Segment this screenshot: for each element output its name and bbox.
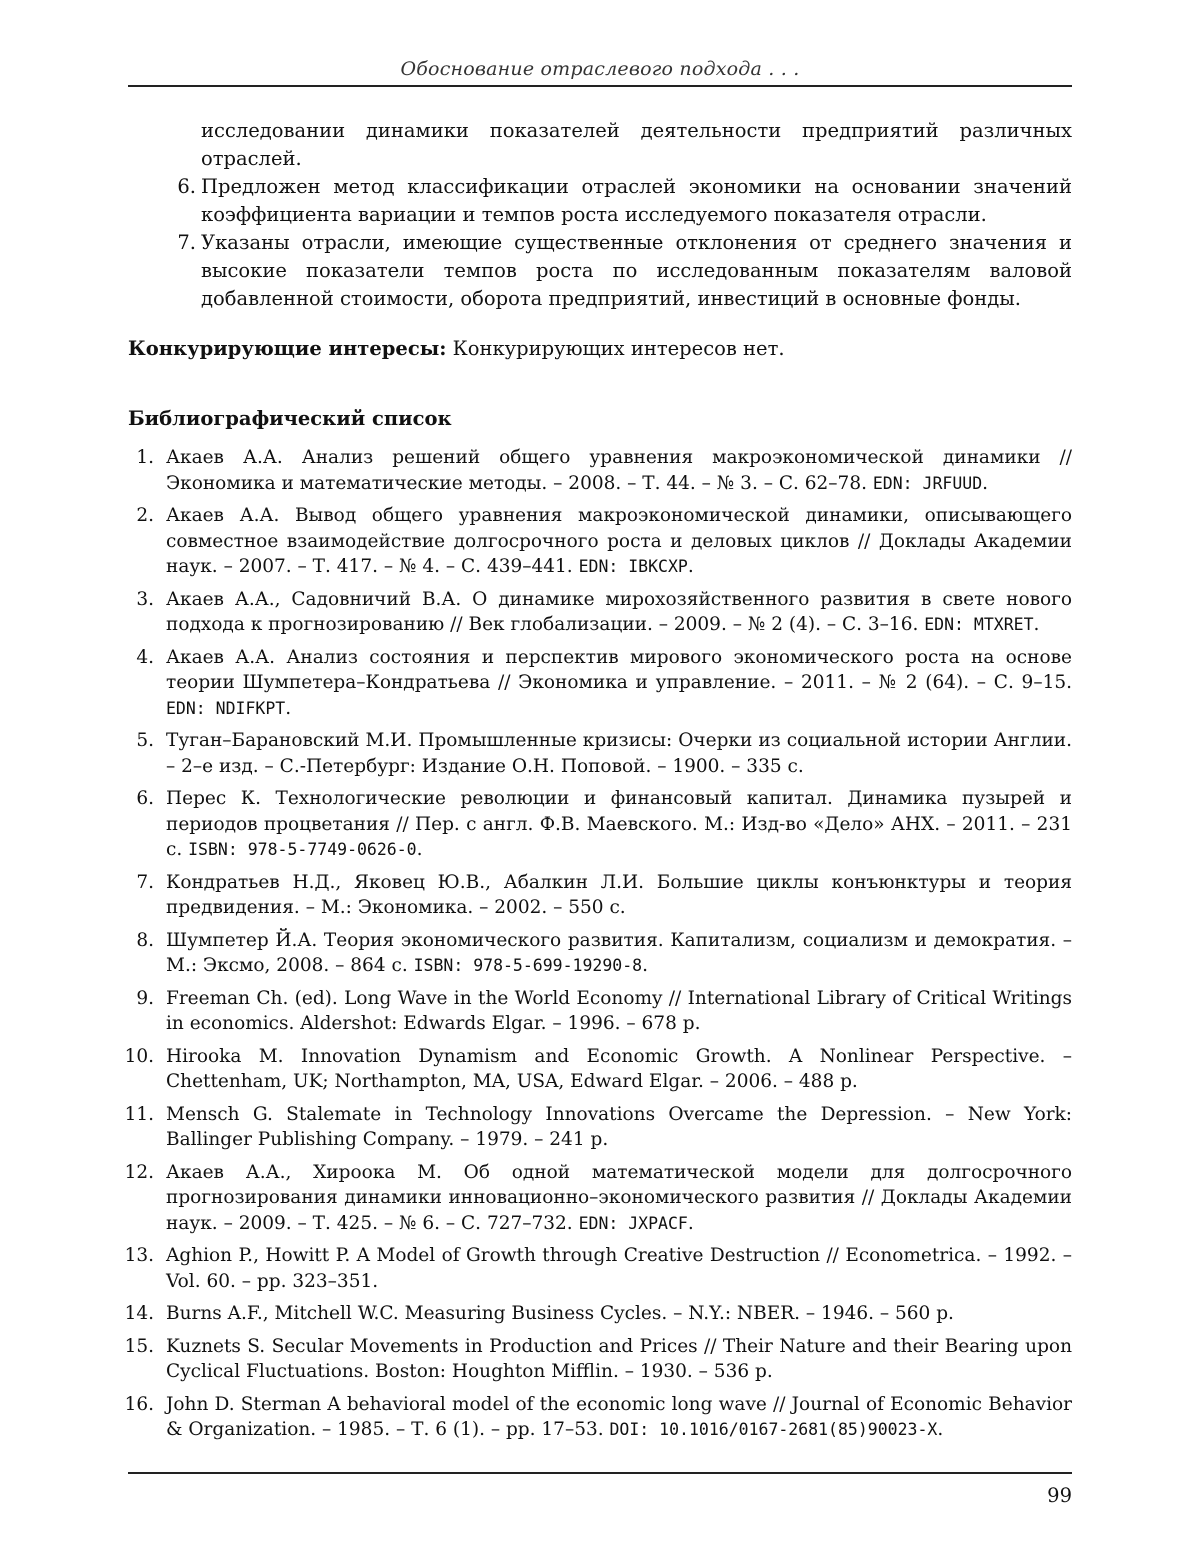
header-rule (128, 85, 1072, 87)
reference-item (124, 1044, 1072, 1095)
reference-end-punctuation: . (687, 556, 694, 577)
conclusion-continuation (128, 117, 1072, 173)
reference-number: 13. (124, 1245, 154, 1266)
reference-item (128, 870, 1072, 921)
reference-text: Aghion P., Howitt P. A Model of Growth through Creative Destruction // Econometrica. – 1992. – Vol. 60. – pp. 323–351. (166, 1245, 1072, 1292)
reference-text: Kuznets S. Secular Movements in Production and Prices // Their Nature and their Bearing upon Cyclical Fluctuations. Boston: Houghton Mifflin. – 1930. – 536 p. (166, 1335, 1072, 1382)
reference-text: Freeman Ch. (ed). Long Wave in the World Economy // International Library of Critical Writings in economics. Aldershot: Edwards Elgar. – 1996. – 678 p. (166, 987, 1072, 1034)
bibliography-heading: Библиографический список (128, 407, 452, 430)
conclusion-item (128, 229, 1072, 313)
reference-number: 16. (124, 1393, 154, 1415)
reference-text: Туган–Барановский М.И. Промышленные кризисы: Очерки из социальной истории Англии. – 2–е изд. – С.-Петербург: Издание О.Н. Поповой. – 1900. – 335 с. (166, 730, 1072, 777)
reference-item (124, 1160, 1072, 1237)
reference-item (124, 1102, 1072, 1153)
reference-text: John D. Sterman A behavioral model of the economic long wave // Journal of Economic Behavior & Organization. – 1985. – Т. 6 (1). – pp. 17–53. (166, 1393, 1072, 1440)
reference-text: Hirooka M. Innovation Dynamism and Economic Growth. A Nonlinear Perspective. – Chettenham, UK; Northampton, MA, USA, Edward Elgar. – 2006. – 488 p. (166, 1045, 1072, 1092)
reference-number: 8. (136, 929, 154, 951)
reference-identifier: EDN: IBKCXP (578, 557, 688, 576)
reference-text: Акаев А.А. Анализ решений общего уравнения макроэкономической динамики // Экономика и математические методы. – 2008. – Т. 44. – № 3. – С. 62–78. (166, 447, 1072, 494)
reference-text: Mensch G. Stalemate in Technology Innovations Overcame the Depression. – New York: Ballinger Publishing Company. – 1979. – 241 p. (166, 1103, 1072, 1150)
conclusion-text: Указаны отрасли, имеющие существенные отклонения от среднего значения и высокие показатели темпов роста по исследованным показателям валовой добавленной стоимости, оборота предприятий, инвестиций в основные фонды. (201, 231, 1072, 310)
reference-text: Акаев А.А., Хироока М. Об одной математической модели для долгосрочного прогнозирования динамики инновационно–экономического развития // Доклады Академии наук. – 2009. – Т. 425. – № 6. – С. 727–732. (166, 1161, 1072, 1234)
reference-item (124, 1392, 1072, 1443)
running-head: Обоснование отраслевого подхода . . . (400, 58, 800, 80)
reference-number: 1. (136, 447, 154, 468)
reference-item (128, 928, 1072, 979)
reference-end-punctuation: . (937, 1419, 944, 1440)
reference-number: 4. (136, 646, 154, 668)
reference-number: 9. (136, 987, 154, 1009)
reference-item (128, 645, 1072, 722)
reference-item (128, 503, 1072, 580)
reference-item (124, 1334, 1072, 1385)
reference-list (124, 445, 1072, 1450)
conclusion-text: Предложен метод классификации отраслей экономики на основании значений коэффициента вариации и темпов роста исследуемого показателя отрасли. (201, 175, 1072, 226)
reference-end-punctuation: . (982, 472, 989, 494)
reference-text: Burns A.F., Mitchell W.C. Measuring Business Cycles. – N.Y.: NBER. – 1946. – 560 p. (166, 1303, 954, 1324)
reference-item (124, 1243, 1072, 1294)
reference-number: 7. (136, 871, 154, 893)
reference-item (128, 587, 1072, 638)
competing-interests (128, 335, 1072, 363)
reference-text: Акаев А.А. Анализ состояния и перспектив мирового экономического роста на основе теории Шумпетера–Кондратьева // Экономика и управление. – 2011. – № 2 (64). – С. 9–15. (166, 646, 1072, 693)
reference-number: 14. (124, 1303, 154, 1324)
reference-text: Акаев А.А. Вывод общего уравнения макроэкономической динамики, описывающего совместное взаимодействие долгосрочного роста и деловых циклов // Доклады Академии наук. – 2007. – Т. 417. – № 4. – С. 439–441. (166, 505, 1072, 577)
page-number: 99 (1047, 1484, 1072, 1507)
reference-identifier: ISBN: 978-5-699-19290-8 (413, 956, 643, 975)
reference-number: 10. (124, 1045, 154, 1067)
reference-number: 3. (136, 588, 154, 610)
reference-identifier: EDN: MTXRET (924, 615, 1034, 634)
reference-text: Кондратьев Н.Д., Яковец Ю.В., Абалкин Л.И. Большие циклы конъюнктуры и теория предвидения. – М.: Экономика. – 2002. – 550 с. (166, 871, 1072, 918)
conclusion-number: 7. (177, 231, 196, 254)
reference-end-punctuation: . (642, 955, 648, 976)
reference-identifier: EDN: JXPACF (578, 1213, 688, 1233)
reference-text: Шумпетер Й.А. Теория экономического развития. Капитализм, социализм и демократия. – М.: Эксмо, 2008. – 864 с. (166, 929, 1072, 976)
reference-number: 6. (136, 788, 154, 809)
reference-end-punctuation: . (1033, 614, 1040, 635)
page (124, 0, 1072, 1553)
reference-item (128, 445, 1072, 496)
conclusions-list (128, 117, 1072, 313)
conclusion-item (128, 173, 1072, 229)
reference-text: Перес К. Технологические революции и финансовый капитал. Динамика пузырей и периодов процветания // Пер. с англ. Ф.В. Маевского. М.: Изд-во «Дело» АНХ. – 2011. – 231 с. (166, 788, 1072, 860)
conclusion-number: 6. (177, 175, 196, 198)
conclusion-text: исследовании динамики показателей деятельности предприятий различных отраслей. (201, 119, 1072, 170)
reference-number: 12. (124, 1161, 154, 1183)
reference-number: 5. (136, 730, 154, 751)
reference-identifier: DOI: 10.1016/0167-2681(85)90023-X (609, 1420, 938, 1439)
footer-rule (128, 1472, 1072, 1474)
reference-text: Акаев А.А., Садовничий В.А. О динамике мирохозяйственного развития в свете нового подхода к прогнозированию // Век глобализации. – 2009. – № 2 (4). – С. 3–16. (166, 588, 1072, 635)
reference-identifier: EDN: JRFUUD (872, 473, 983, 493)
competing-interests-label: Конкурирующие интересы: (128, 337, 447, 360)
competing-interests-text: Конкурирующих интересов нет. (452, 337, 785, 360)
reference-end-punctuation: . (416, 839, 423, 860)
reference-identifier: EDN: NDIFKPT (166, 698, 286, 718)
reference-item (124, 1301, 1072, 1327)
reference-item (128, 728, 1072, 779)
reference-item (128, 986, 1072, 1037)
reference-number: 15. (124, 1335, 154, 1357)
reference-number: 11. (124, 1103, 154, 1125)
reference-identifier: ISBN: 978-5-7749-0626-0 (188, 840, 417, 859)
reference-item (128, 786, 1072, 863)
reference-end-punctuation: . (687, 1212, 694, 1234)
reference-number: 2. (136, 505, 154, 526)
reference-end-punctuation: . (285, 697, 292, 719)
